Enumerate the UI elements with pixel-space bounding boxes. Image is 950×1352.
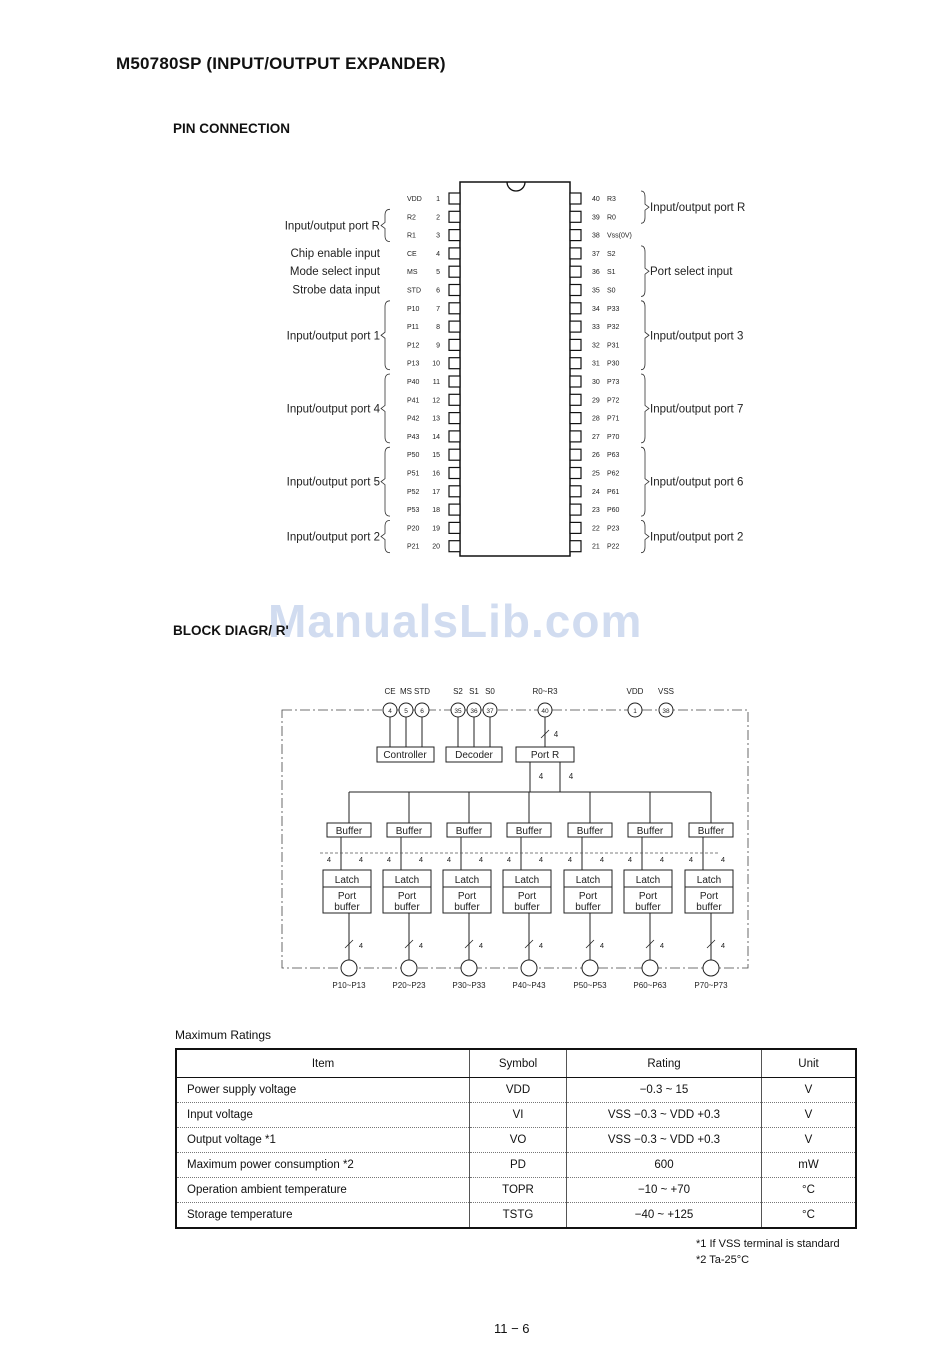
- pin-box: [570, 486, 581, 497]
- latch-label: Latch: [696, 875, 722, 886]
- pin-name: P33: [607, 305, 620, 313]
- pin-box: [449, 541, 460, 552]
- pin-number: 35: [454, 708, 462, 715]
- pin-number: 32: [592, 342, 600, 350]
- brace: [381, 301, 390, 370]
- pin-name: P60: [607, 507, 620, 515]
- pin-number: 23: [592, 507, 600, 515]
- signal-label: CE: [384, 687, 396, 696]
- pin-box: [570, 413, 581, 424]
- port-buffer-label: buffer: [635, 902, 661, 913]
- pin-group-label: Input/output port 5: [286, 476, 380, 489]
- brace: [641, 447, 649, 516]
- bus-width-label: 4: [358, 855, 364, 864]
- pin-name: P23: [607, 525, 620, 533]
- pin-name: P41: [407, 397, 420, 405]
- pin-box: [449, 413, 460, 424]
- pin-name: P20: [407, 525, 420, 533]
- pin-name: P63: [607, 452, 620, 460]
- pin-box: [570, 449, 581, 460]
- pin-box: [570, 522, 581, 533]
- pin-name: P72: [607, 397, 620, 405]
- pin-name: VDD: [407, 196, 422, 203]
- port-buffer-label: buffer: [454, 902, 480, 913]
- pin-name: P52: [407, 488, 420, 496]
- symbol-cell: VDD: [470, 1078, 567, 1103]
- pin-number: 16: [432, 470, 440, 478]
- pin-number: 12: [432, 397, 440, 405]
- pin-name: P10: [407, 305, 420, 313]
- pin-number: 9: [436, 342, 440, 350]
- port-buffer-label: buffer: [334, 902, 360, 913]
- pin-number: 27: [592, 433, 600, 441]
- pin-name: S0: [607, 287, 616, 295]
- pin-box: [570, 541, 581, 552]
- table-row: [176, 1153, 856, 1178]
- pin-box: [570, 303, 581, 314]
- page-number: 11 − 6: [494, 1321, 530, 1336]
- port-buffer-label: buffer: [696, 902, 722, 913]
- port-buffer-label: Port: [638, 891, 658, 902]
- symbol-cell: TOPR: [470, 1178, 567, 1203]
- bus-width-label: 4: [553, 730, 559, 739]
- pin-name: P73: [607, 379, 620, 386]
- signal-label: S1: [469, 687, 479, 696]
- bus-width-label: 4: [599, 941, 605, 950]
- pin-box: [449, 211, 460, 222]
- pin-number: 10: [432, 360, 440, 368]
- pin-box: [570, 468, 581, 479]
- item-cell: Power supply voltage: [176, 1078, 470, 1103]
- pin-number: 13: [432, 415, 440, 423]
- bus-width-label: 4: [720, 941, 726, 950]
- pin-number: 39: [592, 214, 600, 222]
- port-buffer-label: buffer: [514, 902, 540, 913]
- bus-width-label: 4: [478, 941, 484, 950]
- pin-box: [449, 285, 460, 296]
- brace: [381, 447, 390, 516]
- pin-name: Vss(0V): [607, 232, 632, 240]
- pin-box: [570, 321, 581, 332]
- port-buffer-label: Port: [337, 891, 357, 902]
- pin-box: [570, 339, 581, 350]
- signal-label: S2: [453, 687, 463, 696]
- buffer-label: Buffer: [576, 826, 604, 837]
- symbol-cell: VO: [470, 1128, 567, 1153]
- pin-box: [449, 193, 460, 204]
- pin-number: 18: [432, 507, 440, 515]
- pin-number: 26: [592, 452, 600, 460]
- buffer-label: Buffer: [515, 826, 543, 837]
- bus-width-label: 4: [358, 941, 364, 950]
- symbol-cell: TSTG: [470, 1203, 567, 1229]
- bus-width-label: 4: [506, 855, 512, 864]
- pin-group-label: Strobe data input: [292, 284, 380, 297]
- signal-label: VSS: [657, 687, 675, 696]
- decoder-label: Decoder: [455, 750, 493, 761]
- pin-number: 21: [592, 543, 600, 551]
- pin-name: P53: [407, 507, 420, 515]
- port-label: P50~P53: [573, 981, 607, 990]
- port-buffer-label: Port: [517, 891, 537, 902]
- pin-box: [449, 504, 460, 515]
- pin-name: P61: [607, 488, 620, 496]
- table-header-row: [176, 1049, 856, 1078]
- pin-group-label: Input/output port 6: [650, 476, 744, 489]
- latch-label: Latch: [575, 875, 601, 886]
- brace: [641, 374, 649, 443]
- pin-box: [449, 358, 460, 369]
- pin-group-label: Input/output port 2: [650, 531, 744, 544]
- bus-width-label: 4: [659, 941, 665, 950]
- bus-width-label: 4: [567, 855, 573, 864]
- pin-number: 22: [592, 525, 600, 533]
- bus-width-label: 4: [538, 941, 544, 950]
- pin-number: 37: [486, 708, 494, 715]
- pin-box: [570, 211, 581, 222]
- pin-number: 29: [592, 397, 600, 405]
- pin-number: 6: [436, 287, 440, 295]
- pin-group-label: Input/output port 2: [286, 531, 380, 544]
- port-r-label: Port R: [530, 750, 560, 761]
- pin-number: 24: [592, 488, 600, 496]
- pin-name: S2: [607, 250, 616, 258]
- ic-body: [460, 182, 570, 556]
- buffer-label: Buffer: [335, 826, 363, 837]
- note-1: *1 If VSS terminal is standard: [696, 1238, 840, 1250]
- bus-width-label: 4: [568, 772, 574, 781]
- pin-box: [570, 285, 581, 296]
- pin-box: [449, 431, 460, 442]
- pin-name: P42: [407, 415, 420, 423]
- bus-width-label: 4: [627, 855, 633, 864]
- pin-number: 30: [592, 379, 600, 386]
- unit-cell: °C: [762, 1178, 857, 1203]
- pin-name: R0: [607, 214, 616, 222]
- port-buffer-label: Port: [457, 891, 477, 902]
- pin-box: [570, 394, 581, 405]
- pin-name: R2: [407, 214, 416, 222]
- brace: [641, 301, 649, 370]
- pin-box: [570, 266, 581, 277]
- port-label: P40~P43: [512, 981, 546, 990]
- pin-name: P32: [607, 324, 620, 332]
- pin-number: 8: [436, 324, 440, 332]
- table-row: [176, 1128, 856, 1153]
- max-ratings-table: [175, 1048, 857, 1229]
- bus-width-label: 4: [418, 941, 424, 950]
- pin-box: [570, 376, 581, 387]
- pin-box: [570, 358, 581, 369]
- pin-number: 11: [432, 379, 440, 386]
- column-header-symbol: Symbol: [470, 1049, 567, 1078]
- bus-width-label: 4: [599, 855, 605, 864]
- pin-name: P70: [607, 433, 620, 441]
- pin-name: P11: [407, 324, 419, 332]
- pin-number: 3: [436, 232, 440, 240]
- buffer-label: Buffer: [395, 826, 423, 837]
- controller-label: Controller: [383, 750, 427, 761]
- port-label: P20~P23: [392, 981, 426, 990]
- brace: [381, 374, 390, 443]
- unit-cell: mW: [762, 1153, 857, 1178]
- rating-cell: −40 ~ +125: [567, 1203, 762, 1229]
- rating-cell: 600: [567, 1153, 762, 1178]
- pin-number: 25: [592, 470, 600, 478]
- rating-cell: −10 ~ +70: [567, 1178, 762, 1203]
- pin-connection-diagram: [0, 170, 950, 570]
- pin-group-label: Input/output port 3: [650, 330, 744, 343]
- watermark: ManualsLib.com: [268, 595, 643, 647]
- pin-number: 28: [592, 415, 600, 423]
- bus-width-label: 4: [326, 855, 332, 864]
- column-header-item: Item: [176, 1049, 470, 1078]
- pin-number: 6: [420, 708, 424, 715]
- pin-number: 38: [592, 232, 600, 240]
- pin-group-label: Port select input: [650, 266, 733, 279]
- max-ratings-caption: Maximum Ratings: [175, 1028, 272, 1042]
- item-cell: Maximum power consumption *2: [176, 1153, 470, 1178]
- rating-cell: VSS −0.3 ~ VDD +0.3: [567, 1103, 762, 1128]
- pin-group-label: Chip enable input: [290, 247, 380, 260]
- port-pin-circle: [642, 960, 658, 976]
- pin-number: 4: [436, 250, 440, 258]
- port-label: P30~P33: [452, 981, 486, 990]
- brace: [641, 246, 649, 297]
- bus-width-label: 4: [659, 855, 665, 864]
- port-label: P60~P63: [633, 981, 667, 990]
- bus-width-label: 4: [538, 855, 544, 864]
- pin-number: 14: [432, 433, 440, 441]
- port-pin-circle: [401, 960, 417, 976]
- port-buffer-label: buffer: [575, 902, 601, 913]
- pin-box: [570, 193, 581, 204]
- pin-name: CE: [407, 250, 417, 258]
- pin-box: [449, 248, 460, 259]
- pin-box: [570, 230, 581, 241]
- item-cell: Storage temperature: [176, 1203, 470, 1229]
- pin-group-label: Input/output port 7: [650, 403, 744, 416]
- table-notes: [696, 1236, 840, 1268]
- brace: [381, 209, 390, 241]
- port-buffer-label: buffer: [394, 902, 420, 913]
- pin-name: MS: [407, 269, 418, 277]
- pin-number: 36: [592, 269, 600, 277]
- pin-number: 35: [592, 287, 600, 295]
- latch-label: Latch: [454, 875, 480, 886]
- pin-number: 19: [432, 525, 440, 533]
- port-pin-circle: [341, 960, 357, 976]
- document-title: M50780SP (INPUT/OUTPUT EXPANDER): [116, 54, 446, 73]
- signal-label: MS: [400, 687, 412, 696]
- pin-box: [449, 486, 460, 497]
- pin-box: [449, 376, 460, 387]
- pin-name: P51: [407, 470, 420, 478]
- pin-box: [449, 321, 460, 332]
- symbol-cell: PD: [470, 1153, 567, 1178]
- table-row: [176, 1078, 856, 1103]
- bus-width-label: 4: [446, 855, 452, 864]
- signal-label: STD: [414, 687, 430, 696]
- unit-cell: V: [762, 1103, 857, 1128]
- pin-box: [570, 248, 581, 259]
- latch-label: Latch: [334, 875, 360, 886]
- latch-label: Latch: [514, 875, 540, 886]
- pin-number: 20: [432, 543, 440, 551]
- pin-number: 34: [592, 305, 600, 313]
- port-pin-circle: [461, 960, 477, 976]
- unit-cell: °C: [762, 1203, 857, 1229]
- pin-box: [449, 266, 460, 277]
- pin-name: P21: [407, 543, 420, 551]
- port-buffer-label: Port: [699, 891, 719, 902]
- pin-number: 1: [633, 708, 637, 715]
- buffer-label: Buffer: [697, 826, 725, 837]
- pin-group-label: Input/output port R: [284, 220, 380, 233]
- port-pin-circle: [582, 960, 598, 976]
- pin-number: 5: [436, 269, 440, 277]
- buffer-label: Buffer: [636, 826, 664, 837]
- port-pin-circle: [521, 960, 537, 976]
- pin-box: [570, 431, 581, 442]
- rating-cell: VSS −0.3 ~ VDD +0.3: [567, 1128, 762, 1153]
- pin-name: P31: [607, 342, 620, 350]
- pin-group-label: Input/output port 1: [286, 330, 380, 343]
- table-row: [176, 1178, 856, 1203]
- column-header-unit: Unit: [762, 1049, 857, 1078]
- unit-cell: V: [762, 1078, 857, 1103]
- pin-group-label: Input/output port 4: [286, 403, 380, 416]
- pin-number: 38: [662, 708, 670, 715]
- pin-box: [449, 468, 460, 479]
- pin-name: S1: [607, 269, 616, 277]
- pin-name: P50: [407, 452, 420, 460]
- pin-number: 17: [432, 488, 440, 496]
- pin-box: [449, 394, 460, 405]
- pin-number: 15: [432, 452, 440, 460]
- note-2: *2 Ta-25°C: [696, 1254, 750, 1266]
- pin-name: P43: [407, 433, 420, 441]
- pin-number: 36: [470, 708, 478, 715]
- pin-group-label: Input/output port R: [650, 202, 746, 215]
- signal-label: VDD: [626, 687, 644, 696]
- pin-box: [449, 230, 460, 241]
- pin-number: 2: [436, 214, 440, 222]
- table-row: [176, 1203, 856, 1229]
- port-pin-circle: [703, 960, 719, 976]
- buffer-label: Buffer: [455, 826, 483, 837]
- rating-cell: −0.3 ~ 15: [567, 1078, 762, 1103]
- pin-name: STD: [407, 287, 421, 295]
- signal-label: S0: [485, 687, 495, 696]
- pin-name: P12: [407, 342, 420, 350]
- pin-box: [449, 522, 460, 533]
- port-label: P70~P73: [694, 981, 728, 990]
- pin-number: 40: [592, 196, 600, 203]
- item-cell: Operation ambient temperature: [176, 1178, 470, 1203]
- bus-width-label: 4: [538, 772, 544, 781]
- pin-name: R1: [407, 232, 416, 240]
- pin-box: [449, 303, 460, 314]
- brace: [381, 520, 390, 552]
- pin-box: [449, 339, 460, 350]
- latch-label: Latch: [635, 875, 661, 886]
- column-header-rating: Rating: [567, 1049, 762, 1078]
- bus-width-label: 4: [478, 855, 484, 864]
- frame: [282, 710, 748, 968]
- pin-number: 37: [592, 250, 600, 258]
- pin-number: 4: [388, 708, 392, 715]
- unit-cell: V: [762, 1128, 857, 1153]
- pin-name: P30: [607, 360, 620, 368]
- pin-name: P40: [407, 379, 420, 386]
- symbol-cell: VI: [470, 1103, 567, 1128]
- pin-number: 1: [436, 196, 440, 203]
- pin-name: P22: [607, 543, 620, 551]
- pin-number: 33: [592, 324, 600, 332]
- pin-group-label: Mode select input: [289, 266, 380, 279]
- item-cell: Input voltage: [176, 1103, 470, 1128]
- port-buffer-label: Port: [397, 891, 417, 902]
- pin-name: R3: [607, 196, 616, 203]
- pin-box: [449, 449, 460, 460]
- item-cell: Output voltage *1: [176, 1128, 470, 1153]
- pin-number: 7: [436, 305, 440, 313]
- signal-label: R0~R3: [532, 687, 558, 696]
- bus-width-label: 4: [720, 855, 726, 864]
- pin-name: P62: [607, 470, 620, 478]
- latch-label: Latch: [394, 875, 420, 886]
- pin-connection-heading: PIN CONNECTION: [173, 121, 291, 136]
- brace: [641, 520, 649, 552]
- pin-name: P71: [607, 415, 620, 423]
- pin-number: 40: [541, 708, 549, 715]
- bus-width-label: 4: [418, 855, 424, 864]
- pin-name: P13: [407, 360, 420, 368]
- port-buffer-label: Port: [578, 891, 598, 902]
- pin-number: 5: [404, 708, 408, 715]
- bus-width-label: 4: [688, 855, 694, 864]
- pin-number: 31: [592, 360, 600, 368]
- block-diagram-heading: BLOCK DIAGR/ R': [173, 623, 289, 638]
- bus-width-label: 4: [386, 855, 392, 864]
- port-label: P10~P13: [332, 981, 366, 990]
- brace: [641, 191, 649, 223]
- table-row: [176, 1103, 856, 1128]
- block-diagram: [0, 680, 950, 1000]
- ic-notch: [507, 182, 525, 191]
- pin-box: [570, 504, 581, 515]
